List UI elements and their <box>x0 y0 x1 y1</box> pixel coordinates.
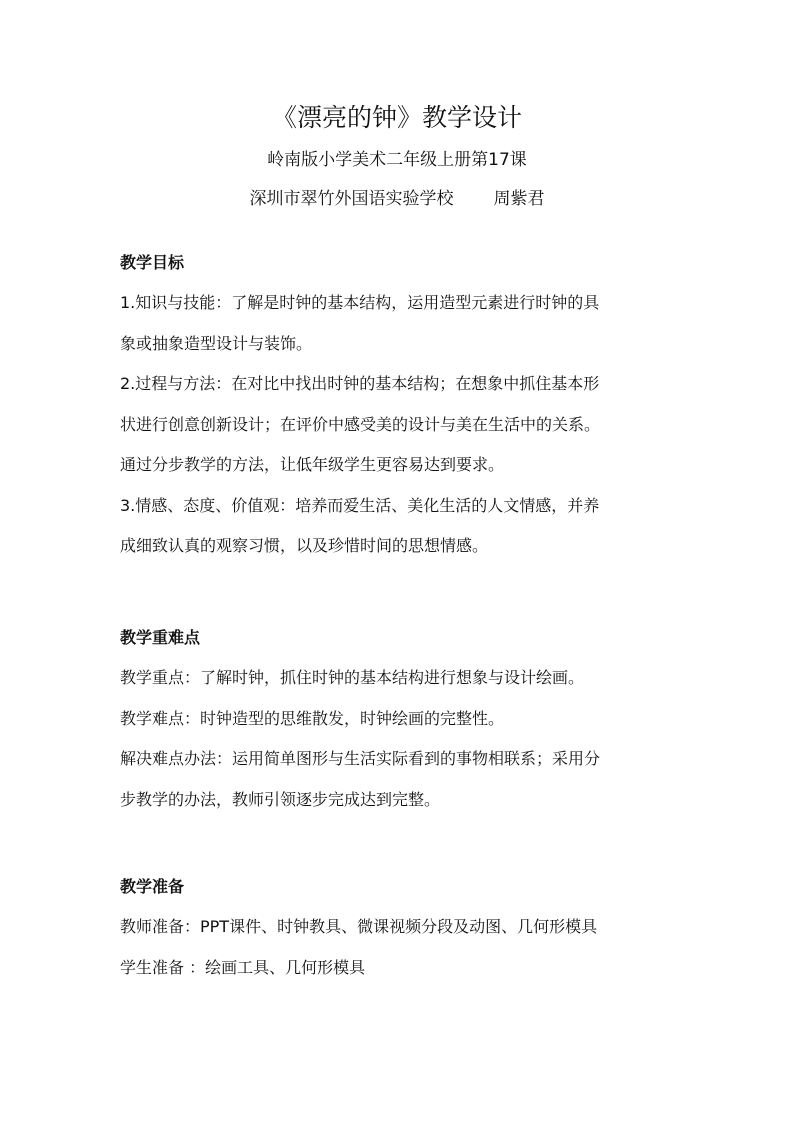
paragraph-line: 步教学的办法，教师引领逐步完成达到完整。 <box>120 789 441 809</box>
paragraph-line: 解决难点办法：运用简单图形与生活实际看到的事物相联系；采用分 <box>120 749 601 768</box>
document-subtitle: 岭南版小学美术二年级上册第17课 <box>267 150 527 170</box>
section-body-preparation <box>120 907 680 988</box>
paragraph-line: 状进行创意创新设计；在评价中感受美的设计与美在生活中的关系。 <box>120 414 601 434</box>
paragraph-line: 教学重点：了解时钟，抓住时钟的基本结构进行想象与设计绘画。 <box>120 668 585 687</box>
document-title: 《漂亮的钟》教学设计 <box>271 103 522 132</box>
author-name: 周紫君 <box>493 189 545 209</box>
paragraph-line: 通过分步教学的方法，让低年级学生更容易达到要求。 <box>120 455 505 474</box>
paragraph-line: 象或抽象造型设计与装饰。 <box>120 333 313 353</box>
author-line <box>0 186 794 212</box>
section-heading-preparation: 教学准备 <box>120 877 185 896</box>
section-heading-key-points: 教学重难点 <box>120 628 201 647</box>
section-heading-objectives: 教学目标 <box>120 253 185 272</box>
school-name: 深圳市翠竹外国语实验学校 <box>249 189 454 209</box>
paragraph-line: 教学难点：时钟造型的思维散发，时钟绘画的完整性。 <box>120 708 505 728</box>
paragraph-line: 教师准备：PPT课件、时钟教具、微课视频分段及动图、几何形模具 <box>120 917 598 936</box>
paragraph-line: 学生准备 ：绘画工具、几何形模具 <box>120 957 366 977</box>
paragraph-line: 2.过程与方法：在对比中找出时钟的基本结构；在想象中抓住基本形 <box>120 374 600 393</box>
paragraph-line: 1.知识与技能：了解是时钟的基本结构，运用造型元素进行时钟的具 <box>120 293 600 312</box>
paragraph-line: 3.情感、态度、价值观：培养而爱生活、美化生活的人文情感，并养 <box>120 495 600 515</box>
section-body-key-points <box>120 658 680 820</box>
paragraph-line: 成细致认真的观察习惯，以及珍惜时间的思想情感。 <box>120 536 489 555</box>
section-body-objectives <box>120 283 680 567</box>
